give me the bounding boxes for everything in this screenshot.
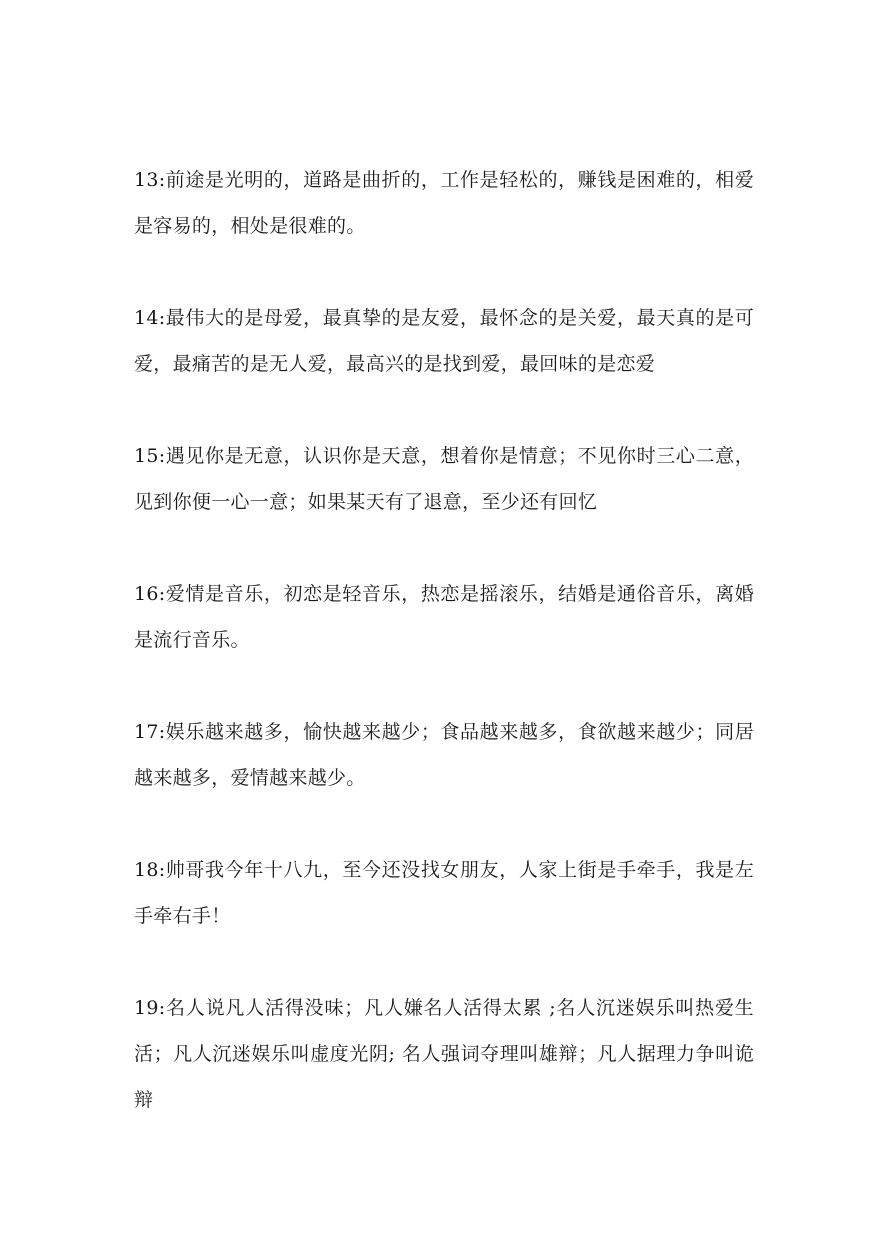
paragraph-19: 19:名人说凡人活得没味；凡人嫌名人活得太累 ;名人沉迷娱乐叫热爱生活；凡人沉迷娱乐叫虚度光阴; 名人强词夺理叫雄辩；凡人据理力争叫诡辩 — [134, 997, 754, 1111]
paragraph-13: 13:前途是光明的，道路是曲折的，工作是轻松的，赚钱是困难的，相爱是容易的，相处是很难的。 — [134, 169, 754, 237]
paragraph-14: 14:最伟大的是母爱，最真挚的是友爱，最怀念的是关爱，最天真的是可爱，最痛苦的是无人爱，最高兴的是找到爱，最回味的是恋爱 — [134, 307, 754, 375]
paragraph-17: 17:娱乐越来越多，愉快越来越少；食品越来越多，食欲越来越少；同居越来越多，爱情越来越少。 — [134, 721, 754, 789]
paragraph-16: 16:爱情是音乐，初恋是轻音乐，热恋是摇滚乐，结婚是通俗音乐，离婚是流行音乐。 — [134, 583, 754, 651]
paragraph-15: 15:遇见你是无意，认识你是天意，想着你是情意；不见你时三心二意，见到你便一心一意；如果某天有了退意，至少还有回忆 — [134, 445, 754, 513]
paragraph-18: 18:帅哥我今年十八九，至今还没找女朋友，人家上街是手牵手，我是左手牵右手！ — [134, 859, 754, 927]
